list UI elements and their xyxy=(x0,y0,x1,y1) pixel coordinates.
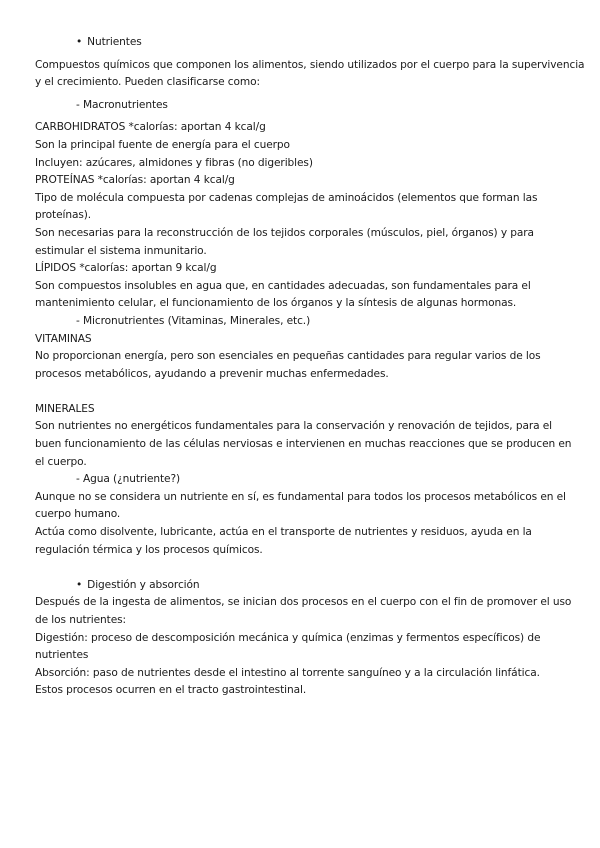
paragraph-line: Absorción: paso de nutrientes desde el intestino al torrente sanguíneo y a la circulación linfática. xyxy=(35,666,540,679)
subheading-agua: - Agua (¿nutriente?) xyxy=(76,473,181,486)
section-heading-nutrientes: • Nutrientes xyxy=(35,34,565,52)
paragraph-line: de los nutrientes: xyxy=(35,614,126,626)
paragraph-line: procesos metabólicos, ayudando a prevenir muchas enfermedades. xyxy=(35,367,389,380)
paragraph-line: estimular el sistema inmunitario. xyxy=(35,244,207,257)
paragraph-line: Aunque no se considera un nutriente en sí, es fundamental para todos los procesos metabólicos en el xyxy=(35,490,566,503)
paragraph-line: buen funcionamiento de las células nerviosas e intervienen en muchas reacciones que se producen en xyxy=(35,438,572,451)
paragraph-line: el cuerpo. xyxy=(35,455,87,468)
paragraph-line: nutrientes xyxy=(35,649,89,662)
title-vitaminas: VITAMINAS xyxy=(35,332,92,345)
title-carbohidratos: CARBOHIDRATOS *calorías: aportan 4 kcal/g xyxy=(35,121,266,134)
subheading-micronutrientes: - Micronutrientes (Vitaminas, Minerales, etc.) xyxy=(76,314,311,327)
paragraph-line: Son necesarias para la reconstrucción de los tejidos corporales (músculos, piel, órganos) y para xyxy=(35,226,534,239)
document-page xyxy=(35,34,585,700)
paragraph-line: Son compuestos insolubles en agua que, en cantidades adecuadas, son fundamentales para el xyxy=(35,279,531,292)
title-lipidos: LÍPIDOS *calorías: aportan 9 kcal/g xyxy=(35,262,217,275)
paragraph-line: Actúa como disolvente, lubricante, actúa en el transporte de nutrientes y residuos, ayuda en la xyxy=(35,526,532,539)
paragraph-line: Tipo de molécula compuesta por cadenas complejas de aminoácidos (elementos que forman las xyxy=(35,191,538,204)
paragraph-line: mantenimiento celular, el funcionamiento de los órganos y la síntesis de algunas hormonas. xyxy=(35,297,517,310)
paragraph-line: cuerpo humano. xyxy=(35,508,121,521)
paragraph-line: Digestión: proceso de descomposición mecánica y química (enzimas y fermentos específicos) de xyxy=(35,631,541,644)
paragraph-line: Después de la ingesta de alimentos, se inician dos procesos en el cuerpo con el fin de promover el uso xyxy=(35,596,572,609)
paragraph-line: Estos procesos ocurren en el tracto gastrointestinal. xyxy=(35,684,307,697)
subheading-macronutrientes: - Macronutrientes xyxy=(76,98,168,111)
paragraph-line: proteínas). xyxy=(35,209,92,222)
paragraph-line: No proporcionan energía, pero son esenciales en pequeñas cantidades para regular varios de los xyxy=(35,350,541,363)
paragraph-line: regulación térmica y los procesos químicos. xyxy=(35,543,263,556)
paragraph-line: Son nutrientes no energéticos fundamentales para la conservación y renovación de tejidos, para el xyxy=(35,420,553,433)
paragraph-line: y el crecimiento. Pueden clasificarse como: xyxy=(35,76,260,89)
paragraph-line: Incluyen: azúcares, almidones y fibras (no digeribles) xyxy=(35,156,313,169)
title-proteinas: PROTEÍNAS *calorías: aportan 4 kcal/g xyxy=(35,174,235,187)
section-heading-digestion: • Digestión y absorción xyxy=(35,577,565,595)
paragraph-line: Compuestos químicos que componen los alimentos, siendo utilizados por el cuerpo para la supervivencia xyxy=(35,58,585,71)
title-minerales: MINERALES xyxy=(35,402,95,415)
paragraph-line: Son la principal fuente de energía para el cuerpo xyxy=(35,138,290,151)
